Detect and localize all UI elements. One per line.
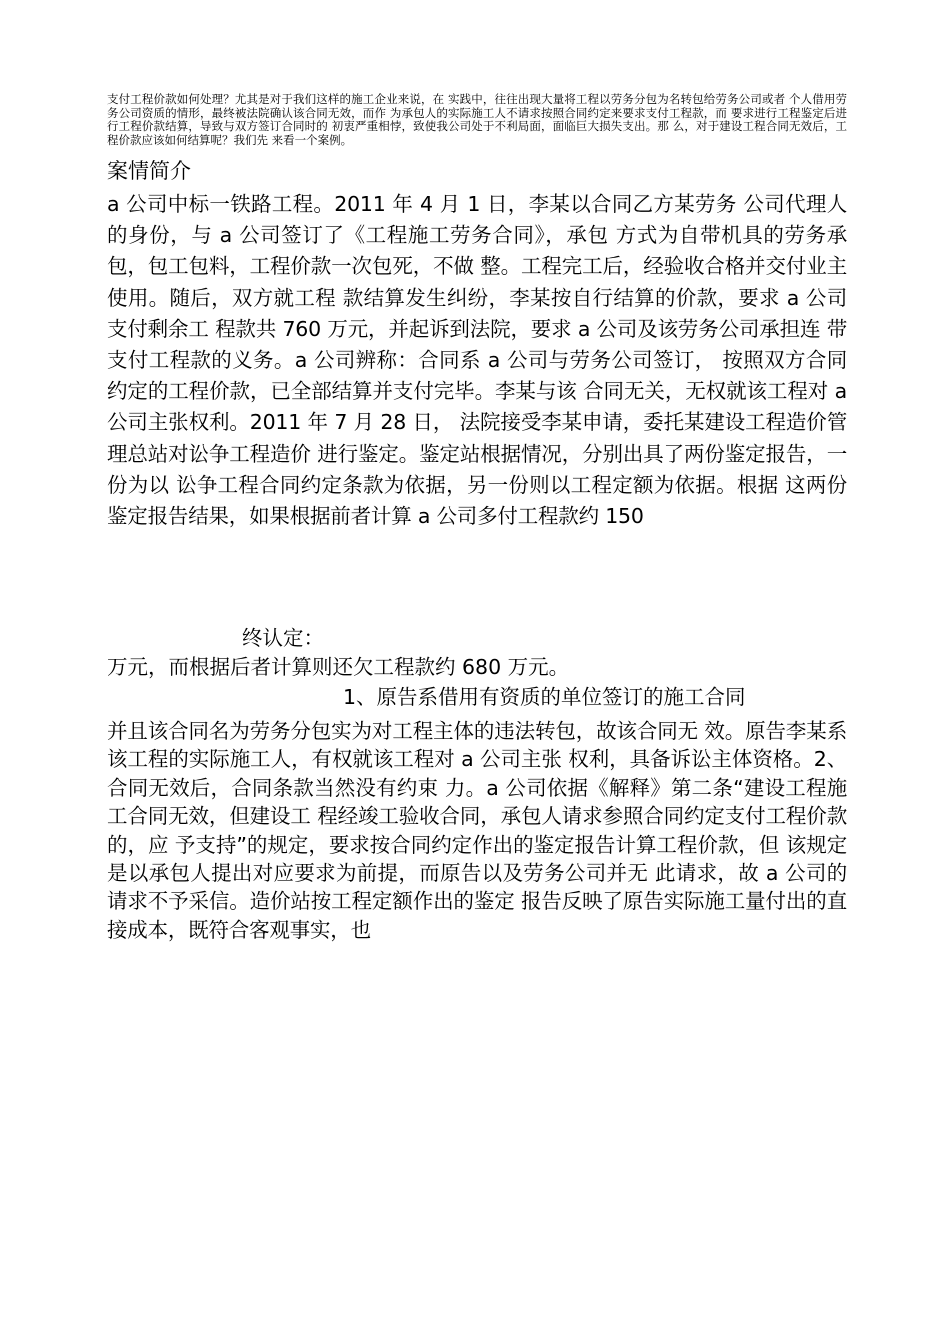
amount-line: 万元，而根据后者计算则还欠工程款约 680 万元。: [107, 655, 570, 679]
case-paragraph: a 公司中标一铁路工程。2011 年 4 月 1 日，李某以合同乙方某劳务 公司代理人的身份，与 a 公司签订了《工程施工劳务合同》，承包 方式为自带机具的劳务承包，包工包料，工程价款一次包死，不做 整。工程完工后，经验收合格并交付业主使用。随后，双方就工程 款结算发生纠纷，李某按自行结算的价款，要求 a 公司支付剩余工 程款共 760 万元，并起诉到法院，要求 a 公司及该劳务公司承担连 带支付工程款的义务。a 公司辨称：合同系 a 公司与劳务公司签订， 按照双方合同约定的工程价款，已全部结算并支付完毕。李某与该 合同无关，无权就该工程对 a 公司主张权利。2011 年 7 月 28 日， 法院接受李某申请，委托某建设工程造价管理总站对讼争工程造价 进行鉴定。鉴定站根据情况，分别出具了两份鉴定报告，一份为以 讼争工程合同约定条款为依据，另一份则以工程定额为依据。根据 这两份鉴定报告结果，如果根据前者计算 a 公司多付工程款约 150: [107, 192, 847, 529]
numbered-point-line: 1、原告系借用有资质的单位签订的施工合同: [343, 685, 746, 709]
ruling-paragraph: 并且该合同名为劳务分包实为对工程主体的违法转包，故该合同无 效。原告李某系该工程的实际施工人，有权就该工程对 a 公司主张 权利，具备诉讼主体资格。2、合同无效后，合同条款当然没有约束 力。a 公司依据《解释》第二条“建设工程施工合同无效，但建设工 程经竣工验收合同，承包人请求参照合同约定支付工程价款的，应 予支持”的规定，要求按合同约定作出的鉴定报告计算工程价款，但 该规定是以承包人提出对应要求为前提，而原告以及劳务公司并无 此请求，故 a 公司的请求不予采信。造价站按工程定额作出的鉴定 报告反映了原告实际施工量付出的直接成本，既符合客观事实，也: [107, 719, 847, 942]
section-heading: 案情简介: [107, 159, 191, 183]
intro-paragraph: 支付工程价款如何处理？尤其是对于我们这样的施工企业来说，在 实践中，往往出现大量将工程以劳务分包为名转包给劳务公司或者 个人借用劳务公司资质的情形，最终被法院确认该合同无效，而作 为承包人的实际施工人不请求按照合同约定来要求支付工程款，而 要求进行工程鉴定后进行工程价款结算，导致与双方签订合同时的 初衷严重相悖，致使我公司处于不利局面，面临巨大损失支出。那 么，对于建设工程合同无效后，工程价款应该如何结算呢？我们先 来看一个案例。: [107, 92, 847, 147]
conclusion-label: 终认定：: [242, 626, 324, 650]
